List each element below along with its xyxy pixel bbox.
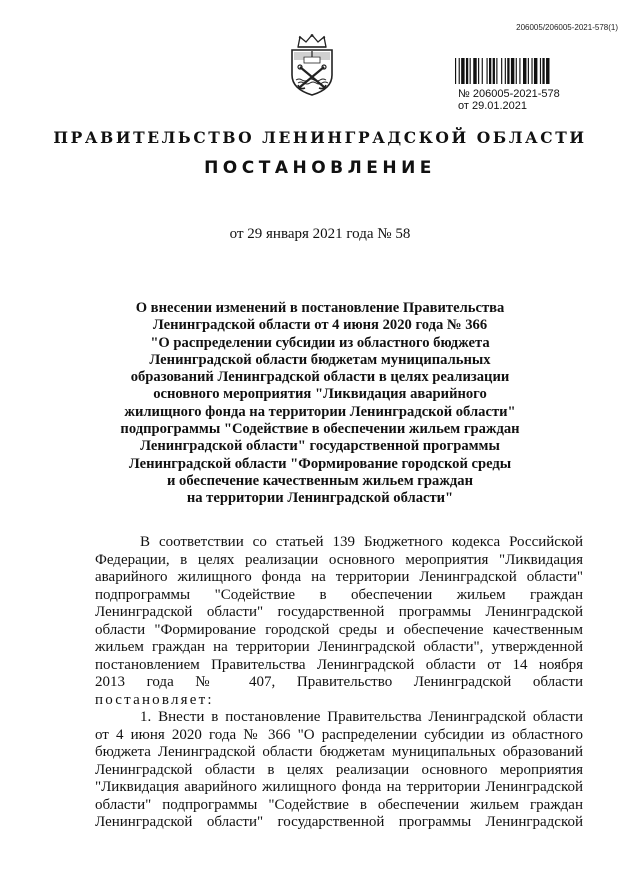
resolution-heading [120, 300, 520, 508]
barcode-bar [516, 58, 517, 84]
government-title: ПРАВИТЕЛЬСТВО ЛЕНИНГРАДСКОЙ ОБЛАСТИ [53, 128, 587, 147]
text-line: Федерации, в целях реализации основного мероприятия "Ликвидация [95, 551, 583, 568]
barcode-bar [523, 58, 526, 84]
barcode-bar [505, 58, 506, 84]
paragraph-preamble [95, 534, 583, 709]
heading-line: основного мероприятия "Ликвидация аварийного [153, 386, 487, 403]
text-line: от 4 июня 2020 года № 366 "О распределении субсидии из областного [95, 726, 583, 743]
text-line: подпрограммы "Содействие в обеспечении жильем граждан [95, 586, 583, 603]
barcode-bar [507, 58, 509, 84]
heading-line: Ленинградской области" государственной программы [140, 438, 500, 455]
text-line: бюджета Ленинградской области бюджетам муниципальных образований [95, 744, 583, 760]
registration-number: № 206005-2021-578 [458, 88, 560, 100]
barcode-bar [470, 58, 471, 84]
text-line: "Ликвидация аварийного жилищного фонда на территории Ленинградской [95, 779, 583, 795]
text-line: Ленинградской области в целях реализации основного мероприятия [95, 761, 583, 778]
text-line: постановлением Правительства Ленинградской области от 14 ноября [95, 656, 583, 673]
text-line: Ленинградской области" государственной программы Ленинградской [95, 604, 583, 620]
text-line: области" подпрограммы "Содействие в обеспечении жильем граждан [95, 796, 583, 813]
heading-line: на территории Ленинградской области" [186, 490, 454, 507]
registration-date: от 29.01.2021 [458, 100, 528, 112]
barcode-bar [501, 58, 502, 84]
barcode-bar [531, 58, 532, 84]
barcode-bar [487, 58, 488, 84]
text-line: аварийного жилищного фонда на территории Ленинградской области" [95, 569, 583, 585]
text-line: 2013 года № 407, Правительство Ленинградской области [95, 674, 583, 690]
barcode-bar [473, 58, 476, 84]
barcode-bar [478, 58, 479, 84]
barcode-bar [482, 58, 483, 84]
barcode-bar [519, 58, 520, 84]
paragraph-item-1 [95, 709, 583, 832]
heading-line: Ленинградской области от 4 июня 2020 года № 366 [152, 317, 488, 334]
barcode-bar [511, 58, 514, 84]
document-type: ПОСТАНОВЛЕНИЕ [204, 158, 436, 178]
coat-of-arms-icon [286, 33, 338, 97]
barcode-bar [496, 58, 497, 84]
resolution-date-number: от 29 января 2021 года № 58 [229, 226, 411, 242]
barcode-bar [528, 58, 529, 84]
heading-line: "О распределении субсидии из областного бюджета [150, 334, 490, 351]
text-line: постановляет: [95, 691, 214, 708]
barcode-bar [466, 58, 468, 84]
heading-line: подпрограммы "Содействие в обеспечении жильем граждан [120, 421, 520, 438]
barcode-bar [542, 58, 544, 84]
document-code: 206005/206005-2021-578(1) [516, 23, 618, 32]
heading-line: жилищного фонда на территории Ленинградской области" [124, 403, 516, 420]
text-line: В соответствии со статьей 139 Бюджетного кодекса Российской [140, 534, 583, 550]
heading-line: образований Ленинградской области в целях реализации [130, 369, 510, 386]
barcode-bar [461, 58, 464, 84]
barcode-bar [540, 58, 541, 84]
barcode-bar [489, 58, 491, 84]
barcode-icon [455, 58, 582, 84]
text-line: 1. Внести в постановление Правительства Ленинградской области [140, 709, 583, 725]
barcode-bar [493, 58, 495, 84]
text-line: области "Формирование городской среды и обеспечение качественным [95, 621, 583, 638]
barcode-bar [546, 58, 549, 84]
heading-line: и обеспечение качественным жильем граждан [166, 472, 474, 489]
barcode-bar [459, 58, 460, 84]
heading-line: Ленинградской области бюджетам муниципальных [149, 351, 491, 368]
heading-line: О внесении изменений в постановление Правительства [135, 300, 505, 316]
barcode-bar [534, 58, 537, 84]
text-line: Ленинградской области" государственной программы Ленинградской [95, 814, 583, 830]
heading-line: Ленинградской области "Формирование городской среды [128, 455, 512, 472]
text-line: жильем граждан на территории Ленинградской области", утвержденной [95, 639, 583, 655]
barcode-bar [455, 58, 456, 84]
